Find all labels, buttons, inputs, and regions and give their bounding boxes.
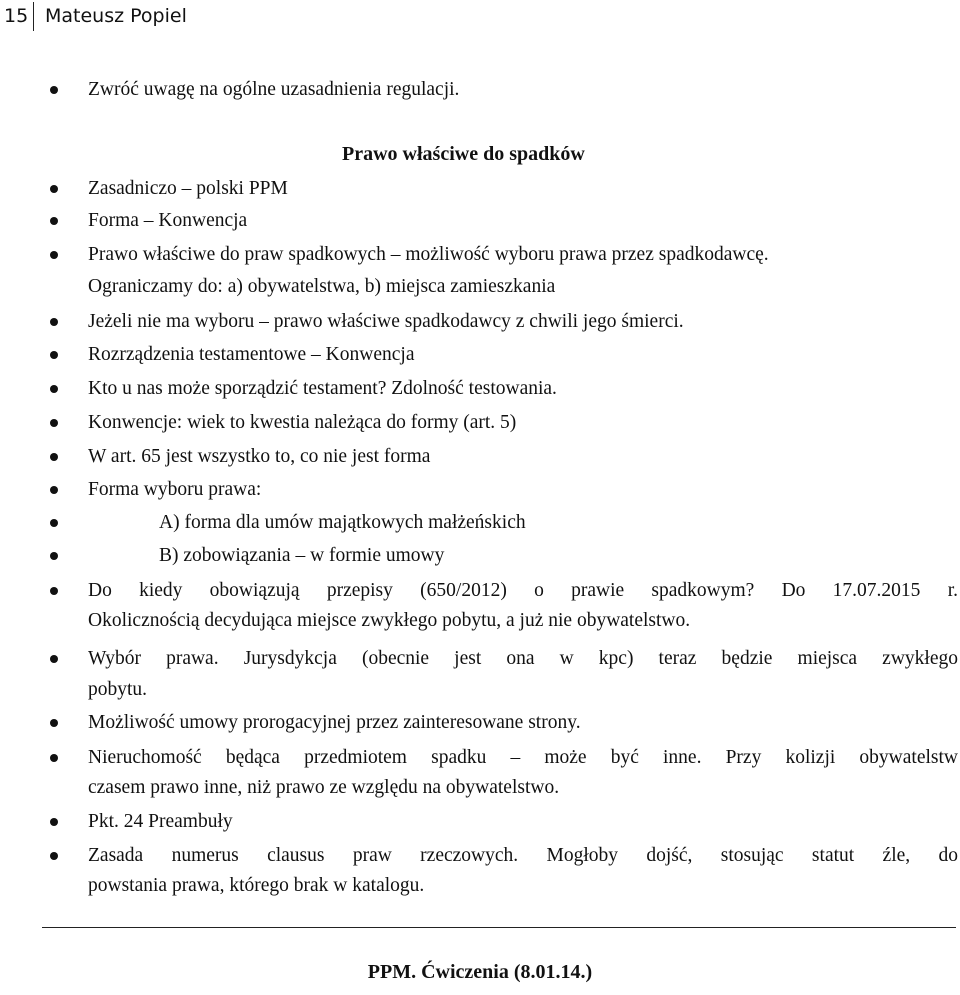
bullet-icon bbox=[50, 852, 58, 860]
list-item: Jeżeli nie ma wyboru – prawo właściwe spadkodawcy z chwili jego śmierci. bbox=[88, 311, 684, 332]
list-item: Zasadniczo – polski PPM bbox=[88, 178, 288, 199]
bullet-icon bbox=[50, 251, 58, 259]
list-item: Forma wyboru prawa: bbox=[88, 479, 262, 500]
list-item: Konwencje: wiek to kwestia należąca do formy (art. 5) bbox=[88, 412, 517, 433]
list-item: Możliwość umowy prorogacyjnej przez zainteresowane strony. bbox=[88, 712, 581, 733]
list-item: Rozrządzenia testamentowe – Konwencja bbox=[88, 344, 415, 365]
list-item: Nieruchomość będąca przedmiotem spadku – może być inne. Przy kolizji obywatelstw bbox=[88, 747, 958, 768]
page-number: 15 bbox=[4, 5, 29, 27]
list-item: B) zobowiązania – w formie umowy bbox=[159, 545, 445, 566]
list-item-continuation: czasem prawo inne, niż prawo ze względu na obywatelstwo. bbox=[88, 777, 560, 798]
bullet-icon bbox=[50, 453, 58, 461]
list-item-continuation: pobytu. bbox=[88, 679, 148, 700]
list-item: A) forma dla umów majątkowych małżeńskich bbox=[159, 512, 526, 533]
list-item: Forma – Konwencja bbox=[88, 210, 248, 231]
bullet-icon bbox=[50, 385, 58, 393]
bullet-icon bbox=[50, 86, 58, 94]
bullet-icon bbox=[50, 552, 58, 560]
bullet-icon bbox=[50, 318, 58, 326]
bullet-icon bbox=[50, 486, 58, 494]
list-item: Pkt. 24 Preambuły bbox=[88, 811, 233, 832]
footer-title: PPM. Ćwiczenia (8.01.14.) bbox=[367, 961, 593, 983]
list-item: Zwróć uwagę na ogólne uzasadnienia regulacji. bbox=[88, 79, 460, 100]
list-item: Kto u nas może sporządzić testament? Zdolność testowania. bbox=[88, 378, 557, 399]
list-item-continuation: powstania prawa, którego brak w katalogu. bbox=[88, 875, 425, 896]
list-item: W art. 65 jest wszystko to, co nie jest forma bbox=[88, 446, 431, 467]
bullet-icon bbox=[50, 719, 58, 727]
bullet-icon bbox=[50, 587, 58, 595]
list-item-continuation: Ograniczamy do: a) obywatelstwa, b) miejsca zamieszkania bbox=[88, 276, 556, 297]
bullet-icon bbox=[50, 419, 58, 427]
bullet-icon bbox=[50, 655, 58, 663]
list-item: Wybór prawa. Jurysdykcja (obecnie jest ona w kpc) teraz będzie miejsca zwykłego bbox=[88, 648, 958, 669]
bullet-icon bbox=[50, 217, 58, 225]
footer-divider bbox=[42, 927, 956, 928]
list-item: Zasada numerus clausus praw rzeczowych. Mogłoby dojść, stosując statut źle, do bbox=[88, 845, 958, 866]
section-heading: Prawo właściwe do spadków bbox=[342, 143, 585, 165]
list-item: Do kiedy obowiązują przepisy (650/2012) o prawie spadkowym? Do 17.07.2015 r. bbox=[88, 580, 958, 601]
bullet-icon bbox=[50, 519, 58, 527]
author-name: Mateusz Popiel bbox=[45, 5, 187, 27]
bullet-icon bbox=[50, 351, 58, 359]
bullet-icon bbox=[50, 754, 58, 762]
list-item: Prawo właściwe do praw spadkowych – możliwość wyboru prawa przez spadkodawcę. bbox=[88, 244, 769, 265]
page-header bbox=[0, 0, 960, 34]
bullet-icon bbox=[50, 818, 58, 826]
list-item-continuation: Okolicznością decydująca miejsce zwykłego pobytu, a już nie obywatelstwo. bbox=[88, 610, 691, 631]
bullet-icon bbox=[50, 185, 58, 193]
header-divider bbox=[33, 2, 34, 31]
